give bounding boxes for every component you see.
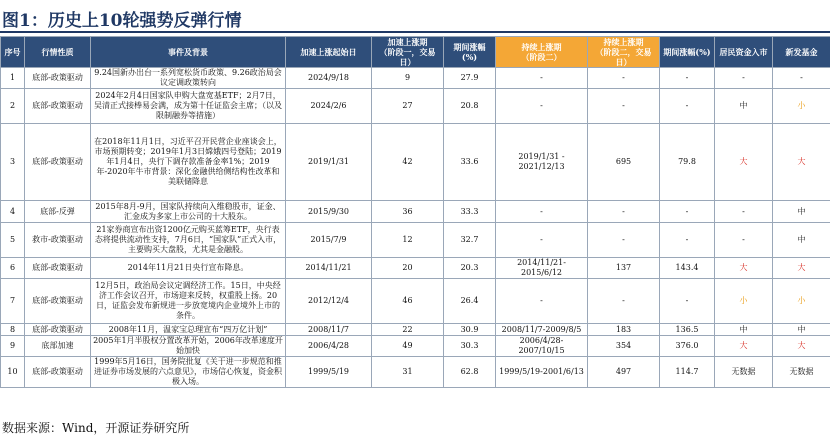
table-row [1, 258, 830, 279]
row-phase1-gain: 30.3 [444, 336, 496, 357]
row-start-date: 2019/1/31 [286, 124, 372, 201]
header-phase2-period: 持续上涨期 （阶段二） [496, 37, 588, 68]
row-start-date: 2024/2/6 [286, 89, 372, 124]
header-phase1-gain: 期间涨幅(%) [444, 37, 496, 68]
table-row [1, 89, 830, 124]
table-row [1, 357, 830, 388]
row-phase2-period: 2014/11/21-2015/6/12 [496, 258, 588, 279]
row-new-funds: 无数据 [773, 357, 830, 388]
row-phase1-days: 27 [372, 89, 444, 124]
row-new-funds: 小 [773, 279, 830, 324]
header-background: 事件及背景 [91, 37, 286, 68]
row-phase2-gain: - [660, 68, 715, 89]
row-phase2-days: - [588, 279, 660, 324]
row-background: 12月5日，政治局会议定调经济工作。15日，中央经济工作会议召开，市场迎来反转，权重股上扬。20日，证监会发布新规进一步放宽境内企业境外上市的条件。 [91, 279, 286, 324]
row-resident-funds: 中 [715, 89, 773, 124]
row-phase1-days: 36 [372, 201, 444, 223]
row-index: 1 [1, 68, 25, 89]
row-resident-funds: - [715, 201, 773, 223]
table-row [1, 324, 830, 336]
title-rule [0, 31, 830, 33]
row-index: 7 [1, 279, 25, 324]
row-resident-funds: - [715, 223, 773, 258]
row-phase2-days: - [588, 201, 660, 223]
row-phase2-period: - [496, 89, 588, 124]
row-resident-funds: 无数据 [715, 357, 773, 388]
row-type: 底部加速 [25, 336, 91, 357]
header-resident-funds: 居民资金入市 [715, 37, 773, 68]
row-phase2-days: - [588, 89, 660, 124]
row-start-date: 2015/9/30 [286, 201, 372, 223]
row-start-date: 2012/12/4 [286, 279, 372, 324]
row-phase1-days: 49 [372, 336, 444, 357]
row-phase2-period: - [496, 68, 588, 89]
row-background: 1999年5月16日，国务院批复《关于进一步规范和推进证券市场发展的六点意见》，市场信心恢复，资金积极入场。 [91, 357, 286, 388]
header-new-funds: 新发基金 [773, 37, 830, 68]
row-new-funds: 中 [773, 324, 830, 336]
rebound-table [0, 36, 830, 388]
table-row [1, 223, 830, 258]
row-type: 底部-政策驱动 [25, 124, 91, 201]
row-phase2-period: 2008/11/7-2009/8/5 [496, 324, 588, 336]
row-start-date: 2006/4/28 [286, 336, 372, 357]
row-background: 2008年11月，温家宝总理宣布“四万亿计划” [91, 324, 286, 336]
header-row [1, 37, 830, 68]
row-phase2-days: 183 [588, 324, 660, 336]
row-type: 底部-反弹 [25, 201, 91, 223]
row-phase2-period: 2019/1/31 - 2021/12/13 [496, 124, 588, 201]
row-phase2-gain: 143.4 [660, 258, 715, 279]
row-phase2-period: 1999/5/19-2001/6/13 [496, 357, 588, 388]
row-background: 2014年11月21日央行宣布降息。 [91, 258, 286, 279]
row-phase1-gain: 20.8 [444, 89, 496, 124]
row-phase1-gain: 27.9 [444, 68, 496, 89]
row-resident-funds: 大 [715, 258, 773, 279]
row-phase2-period: - [496, 223, 588, 258]
row-phase1-gain: 20.3 [444, 258, 496, 279]
header-phase1-days: 加速上涨期 （阶段一，交易日） [372, 37, 444, 68]
row-background: 2005年1月半股权分置改革开始，2006年改革速度开始加快 [91, 336, 286, 357]
row-resident-funds: 大 [715, 336, 773, 357]
row-new-funds: 小 [773, 89, 830, 124]
row-phase2-gain: 114.7 [660, 357, 715, 388]
row-phase1-days: 31 [372, 357, 444, 388]
row-phase1-gain: 33.6 [444, 124, 496, 201]
row-phase2-period: - [496, 279, 588, 324]
row-type: 底部-政策驱动 [25, 68, 91, 89]
row-phase2-gain: 79.8 [660, 124, 715, 201]
row-phase1-days: 22 [372, 324, 444, 336]
row-phase2-days: 695 [588, 124, 660, 201]
row-phase2-period: 2006/4/28-2007/10/15 [496, 336, 588, 357]
row-type: 救市-政策驱动 [25, 223, 91, 258]
header-start-date: 加速上涨起始日 [286, 37, 372, 68]
row-phase1-gain: 30.9 [444, 324, 496, 336]
row-resident-funds: 中 [715, 324, 773, 336]
row-phase2-days: 354 [588, 336, 660, 357]
row-phase2-gain: 376.0 [660, 336, 715, 357]
row-phase1-gain: 33.3 [444, 201, 496, 223]
row-phase2-days: - [588, 223, 660, 258]
row-type: 底部-政策驱动 [25, 279, 91, 324]
row-phase2-gain: - [660, 89, 715, 124]
header-phase2-days: 持续上涨期 （阶段二，交易日） [588, 37, 660, 68]
row-phase2-days: 137 [588, 258, 660, 279]
row-resident-funds: - [715, 68, 773, 89]
row-phase2-gain: 136.5 [660, 324, 715, 336]
row-new-funds: 中 [773, 223, 830, 258]
row-start-date: 2014/11/21 [286, 258, 372, 279]
row-background: 9.24国新办出台一系列宽松货币政策、9.26政治局会议定调政策转向 [91, 68, 286, 89]
header-type: 行情性质 [25, 37, 91, 68]
row-index: 10 [1, 357, 25, 388]
row-type: 底部-政策驱动 [25, 89, 91, 124]
row-index: 6 [1, 258, 25, 279]
row-new-funds: 大 [773, 336, 830, 357]
row-index: 5 [1, 223, 25, 258]
row-start-date: 1999/5/19 [286, 357, 372, 388]
table-row [1, 201, 830, 223]
header-index: 序号 [1, 37, 25, 68]
row-type: 底部-政策驱动 [25, 357, 91, 388]
row-phase1-days: 42 [372, 124, 444, 201]
row-phase1-days: 12 [372, 223, 444, 258]
table-row [1, 279, 830, 324]
row-phase2-gain: - [660, 223, 715, 258]
row-background: 2015年8月-9月，国家队持续向入维稳股市，证金、汇金成为多家上市公司的十大股东。 [91, 201, 286, 223]
row-resident-funds: 小 [715, 279, 773, 324]
row-new-funds: 大 [773, 124, 830, 201]
table-row [1, 336, 830, 357]
row-phase1-gain: 62.8 [444, 357, 496, 388]
figure-title: 图1：历史上10轮强势反弹行情 [2, 11, 242, 31]
row-phase1-days: 9 [372, 68, 444, 89]
row-resident-funds: 大 [715, 124, 773, 201]
row-background: 2024年2月4日国家队申购大盘宽基ETF；2月7日，吴清正式接棒易会满，成为第十任证监会主席；（以及限制融券等措施） [91, 89, 286, 124]
row-phase2-gain: - [660, 279, 715, 324]
row-phase2-gain: - [660, 201, 715, 223]
row-background: 21家券商宣布出资1200亿元购买蓝筹ETF，央行表态将提供流动性支持，7月6日，“国家队”正式入市，主要购买大盘股，尤其是金融股。 [91, 223, 286, 258]
row-index: 3 [1, 124, 25, 201]
source-note: 数据来源：Wind，开源证券研究所 [2, 421, 190, 435]
row-phase1-gain: 32.7 [444, 223, 496, 258]
row-new-funds: 大 [773, 258, 830, 279]
table-row [1, 124, 830, 201]
header-phase2-gain: 期间涨幅(%) [660, 37, 715, 68]
row-phase2-period: - [496, 201, 588, 223]
row-new-funds: 中 [773, 201, 830, 223]
row-phase2-days: 497 [588, 357, 660, 388]
row-background: 在2018年11月1日，习近平召开民营企业座谈会上，市场预期转变；2019年1月3日嫦娥四号登陆；2019年1月4日，央行下调存款准备金率1%；2019年-2020年牛市背景：深化金融供给侧结构性改革和美联储降息 [91, 124, 286, 201]
row-start-date: 2024/9/18 [286, 68, 372, 89]
row-phase1-days: 20 [372, 258, 444, 279]
row-start-date: 2015/7/9 [286, 223, 372, 258]
row-index: 2 [1, 89, 25, 124]
row-type: 底部-政策驱动 [25, 324, 91, 336]
row-index: 4 [1, 201, 25, 223]
row-phase2-days: - [588, 68, 660, 89]
row-index: 8 [1, 324, 25, 336]
row-phase1-gain: 26.4 [444, 279, 496, 324]
row-index: 9 [1, 336, 25, 357]
row-type: 底部-政策驱动 [25, 258, 91, 279]
table-row [1, 68, 830, 89]
row-start-date: 2008/11/7 [286, 324, 372, 336]
row-phase1-days: 46 [372, 279, 444, 324]
table-body [1, 68, 830, 388]
row-new-funds: - [773, 68, 830, 89]
